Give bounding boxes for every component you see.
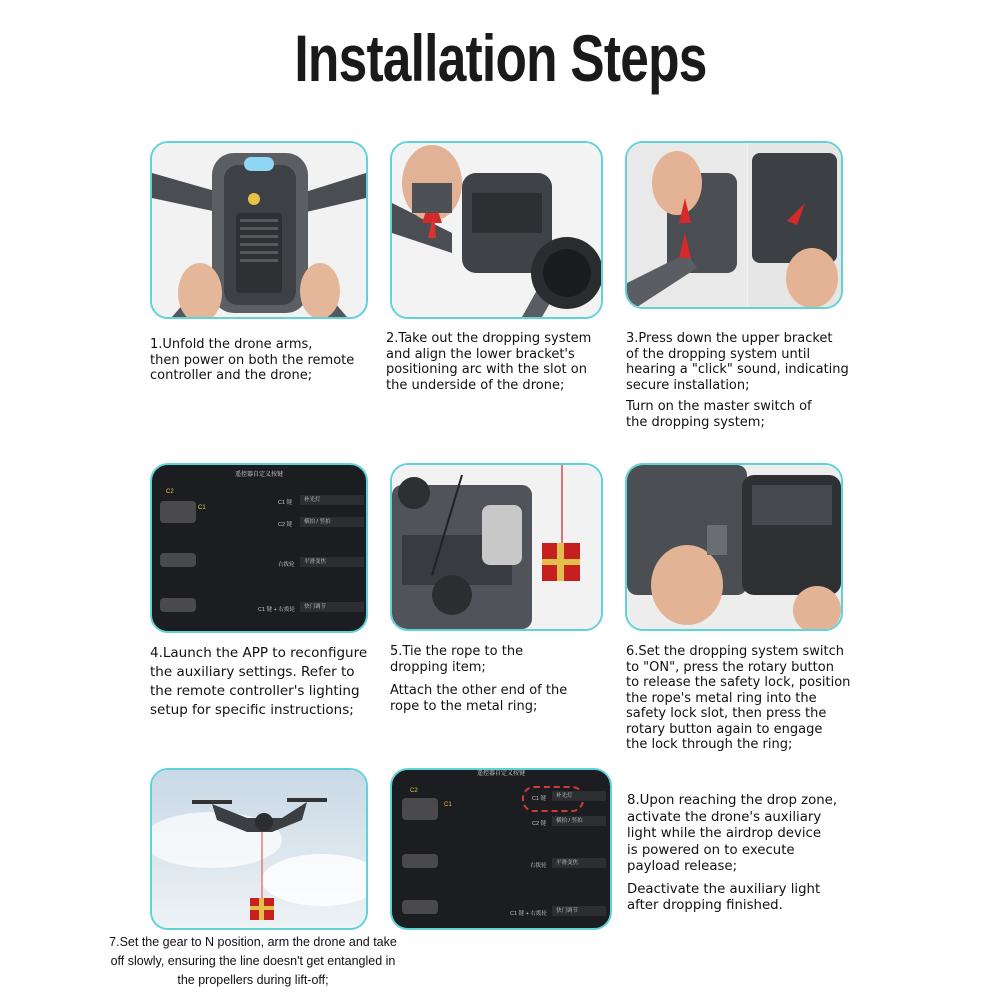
app-c2-label: C2 xyxy=(410,788,418,794)
app-row-2-key: C2 键 xyxy=(532,821,547,827)
step-3-note: Turn on the master switch of the dropping system; xyxy=(626,399,812,430)
step-5-text xyxy=(390,644,567,714)
controller-icon xyxy=(160,501,196,523)
app-row-2-value[interactable]: 横拍 / 竖拍 xyxy=(300,517,364,527)
step-7-image xyxy=(150,768,368,930)
step-2-image xyxy=(390,141,603,319)
app-row-1-key: C1 键 xyxy=(532,796,547,802)
app-c1-label: C1 xyxy=(198,505,206,511)
step-2-text xyxy=(386,331,591,393)
controller-icon xyxy=(402,900,438,914)
app-row-3-value[interactable]: 平滑变焦 xyxy=(552,858,606,868)
app-row-3-key: 右拨轮 xyxy=(278,562,295,568)
step-2-description: 2.Take out the dropping system and align the lower bracket's positioning arc with the slot on the underside of the drone; xyxy=(386,331,592,393)
controller-icon xyxy=(402,854,438,868)
app-row-2-key: C2 键 xyxy=(278,522,293,528)
controller-icon xyxy=(160,598,196,612)
controller-icon xyxy=(402,798,438,820)
step-1-image xyxy=(150,141,368,319)
step-6-description: 6.Set the dropping system switch to "ON", press the rotary button to release the safety lock, position the rope's metal ring into the safety lock slot, then press the rotary button again to engage the lock through the ring; xyxy=(626,644,851,752)
step-6-text xyxy=(626,644,850,753)
step-5-image xyxy=(390,463,603,631)
app-screen-header: 遥控器自定义按键 xyxy=(234,472,283,478)
app-row-1-value[interactable]: 补光灯 xyxy=(300,495,364,505)
step-8-description: 8.Upon reaching the drop zone, activate the drone's auxiliary light while the airdrop device is powered on to execute payload release; xyxy=(627,793,838,874)
step-4-text xyxy=(150,644,367,720)
step-6-image xyxy=(625,463,843,631)
step-3-image xyxy=(625,141,843,309)
app-row-3-key: 右拨轮 xyxy=(530,863,547,869)
step-4-description: 4.Launch the APP to reconfigure the auxiliary settings. Refer to the remote controller's lighting setup for specific instructions; xyxy=(150,645,368,718)
app-row-1-key: C1 键 xyxy=(278,500,293,506)
app-c1-label: C1 xyxy=(444,802,452,808)
app-row-1-value[interactable]: 补光灯 xyxy=(552,791,606,801)
step-4-app-screen xyxy=(150,463,368,633)
step-8-text xyxy=(627,793,837,915)
page-title: Installation Steps xyxy=(294,21,707,95)
app-screen-header: 遥控器自定义按键 xyxy=(476,771,525,777)
app-row-3-value[interactable]: 平滑变焦 xyxy=(300,557,364,567)
step-5-note: Attach the other end of the rope to the metal ring; xyxy=(390,683,568,714)
step-7-text xyxy=(88,933,418,990)
step-8-note: Deactivate the auxiliary light after dropping finished. xyxy=(627,881,821,913)
step-7-description: 7.Set the gear to N position, arm the drone and take off slowly, ensuring the line doesn't get entangled in the propellers during lift-off; xyxy=(109,935,397,987)
step-1-text xyxy=(150,337,354,384)
app-row-4-key: C1 键 + 右拨轮 xyxy=(258,607,295,613)
step-1-description: 1.Unfold the drone arms, then power on both the remote controller and the drone; xyxy=(150,337,355,383)
step-8-app-screen xyxy=(390,768,612,930)
step-3-text xyxy=(626,331,849,430)
step-5-description: 5.Tie the rope to the dropping item; xyxy=(390,644,524,675)
app-c2-label: C2 xyxy=(166,489,174,495)
app-row-2-value[interactable]: 横拍 / 竖拍 xyxy=(552,816,606,826)
app-row-4-key: C1 键 + 右拨轮 xyxy=(510,911,547,917)
app-row-4-value[interactable]: 快门调节 xyxy=(300,602,364,612)
step-3-description: 3.Press down the upper bracket of the dropping system until hearing a "click" sound, indicating secure installation; xyxy=(626,331,849,393)
app-row-4-value[interactable]: 快门调节 xyxy=(552,906,606,916)
controller-icon xyxy=(160,553,196,567)
